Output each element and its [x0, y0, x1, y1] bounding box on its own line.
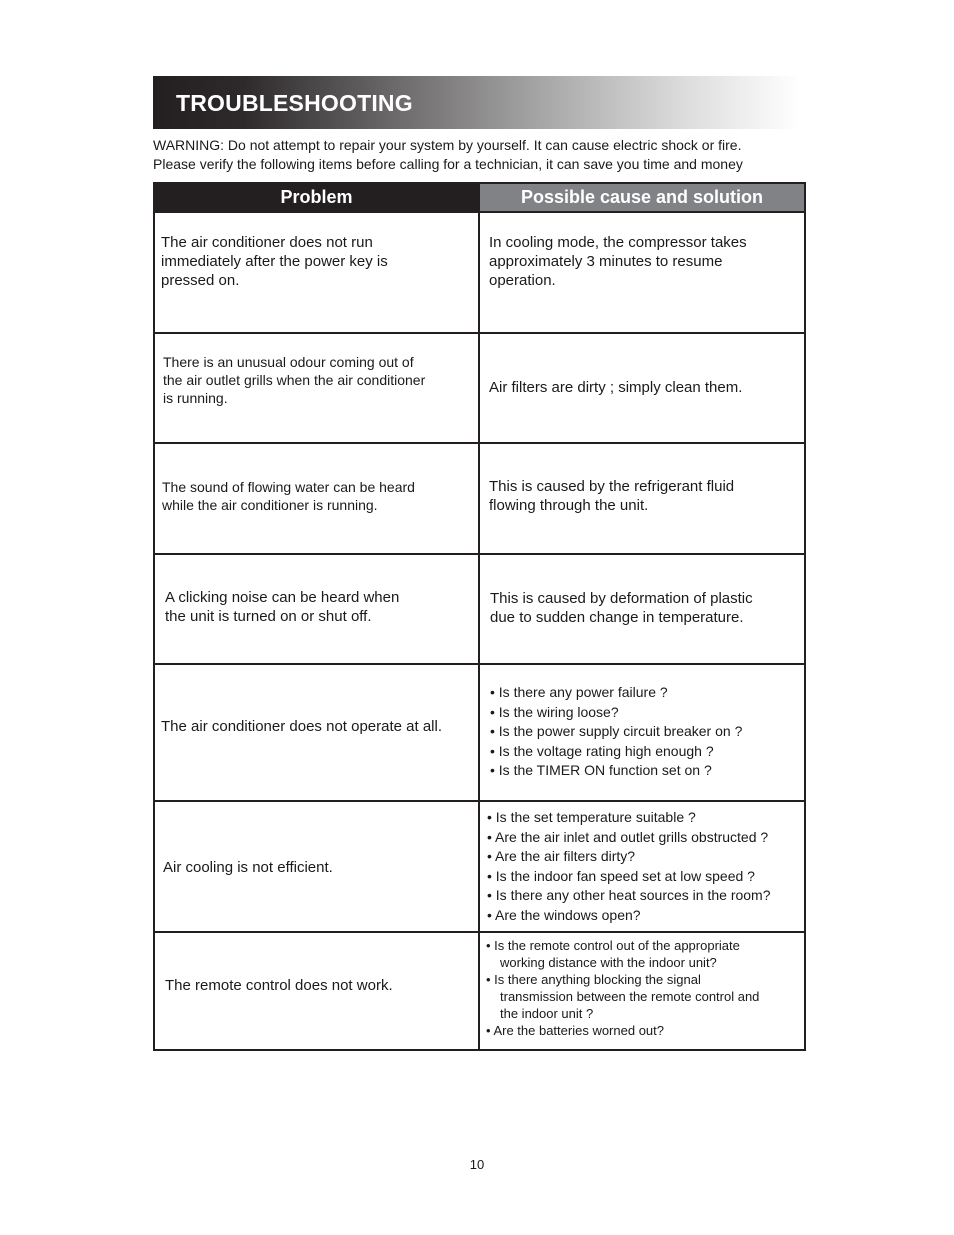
solution-line: Air filters are dirty ; simply clean them. — [489, 379, 743, 396]
table-row — [154, 443, 805, 554]
problem-cell — [154, 801, 479, 932]
problem-cell — [154, 554, 479, 664]
solution-bullet: • Is there any power failure ? — [490, 684, 668, 700]
solution-bullet: • Is the TIMER ON function set on ? — [490, 762, 712, 778]
table-header-row — [154, 183, 805, 212]
problem-line: the unit is turned on or shut off. — [165, 608, 372, 625]
solution-bullet: • Is the power supply circuit breaker on ? — [490, 723, 743, 739]
solution-line: operation. — [489, 272, 556, 289]
solution-line: flowing through the unit. — [489, 497, 649, 514]
page-title: TROUBLESHOOTING — [176, 90, 413, 116]
problem-cell — [154, 333, 479, 443]
column-header-solution: Possible cause and solution — [479, 183, 805, 212]
solution-line: This is caused by deformation of plastic — [490, 590, 753, 607]
problem-line: while the air conditioner is running. — [162, 497, 378, 513]
table-row — [154, 932, 805, 1050]
solution-cell — [479, 801, 805, 932]
problem-cell — [154, 932, 479, 1050]
problem-line: The air conditioner does not operate at all. — [161, 718, 443, 735]
table-row — [154, 664, 805, 801]
problem-line: The remote control does not work. — [165, 977, 393, 994]
solution-bullet: • Is the set temperature suitable ? — [487, 809, 696, 825]
section-title-bar — [153, 76, 800, 129]
warning-line: WARNING: Do not attempt to repair your system by yourself. It can cause electric shock or fire. — [153, 137, 742, 153]
page-number: 10 — [469, 1157, 485, 1172]
solution-cell — [479, 333, 805, 443]
table-row — [154, 333, 805, 443]
column-header-problem: Problem — [154, 183, 479, 212]
problem-line: is running. — [163, 390, 228, 406]
problem-cell — [154, 212, 479, 333]
problem-line: immediately after the power key is — [161, 253, 388, 270]
warning-text — [153, 136, 813, 174]
problem-line: Air cooling is not efficient. — [163, 859, 333, 876]
solution-bullet: • Is the wiring loose? — [490, 703, 619, 720]
solution-bullet: • Are the air inlet and outlet grills obstructed ? — [487, 828, 769, 845]
problem-line: The air conditioner does not run — [161, 234, 373, 251]
solution-bullet: • Is the remote control out of the appropriate — [486, 938, 740, 953]
solution-bullet-continuation: working distance with the indoor unit? — [500, 955, 717, 970]
solution-bullet: • Are the air filters dirty? — [487, 848, 636, 864]
warning-line: Please verify the following items before calling for a technician, it can save you time and money — [153, 156, 743, 172]
solution-bullet: • Is the indoor fan speed set at low speed ? — [487, 867, 755, 884]
problem-line: pressed on. — [161, 272, 240, 289]
solution-bullet: • Is there any other heat sources in the room? — [487, 887, 771, 903]
solution-bullet: • Is the voltage rating high enough ? — [490, 742, 714, 759]
solution-cell — [479, 443, 805, 554]
table-row — [154, 554, 805, 664]
solution-cell — [479, 932, 805, 1050]
problem-line: The sound of flowing water can be heard — [162, 479, 415, 495]
solution-line: approximately 3 minutes to resume — [489, 253, 723, 270]
solution-cell — [479, 664, 805, 801]
solution-line: This is caused by the refrigerant fluid — [489, 478, 735, 495]
solution-bullet: • Are the windows open? — [487, 906, 641, 923]
solution-line: due to sudden change in temperature. — [490, 609, 744, 626]
table-row — [154, 801, 805, 932]
troubleshooting-table — [153, 182, 806, 1051]
problem-cell — [154, 664, 479, 801]
solution-bullet: • Is there anything blocking the signal — [486, 972, 701, 987]
problem-cell — [154, 443, 479, 554]
problem-line: the air outlet grills when the air conditioner — [163, 372, 426, 388]
problem-line: There is an unusual odour coming out of — [163, 354, 414, 370]
solution-line: In cooling mode, the compressor takes — [489, 234, 747, 251]
table-row — [154, 212, 805, 333]
solution-bullet: • Are the batteries worned out? — [486, 1023, 664, 1038]
solution-cell — [479, 212, 805, 333]
problem-line: A clicking noise can be heard when — [165, 589, 400, 606]
solution-bullet-continuation: the indoor unit ? — [500, 1006, 594, 1021]
solution-bullet-continuation: transmission between the remote control and — [500, 989, 760, 1004]
solution-cell — [479, 554, 805, 664]
